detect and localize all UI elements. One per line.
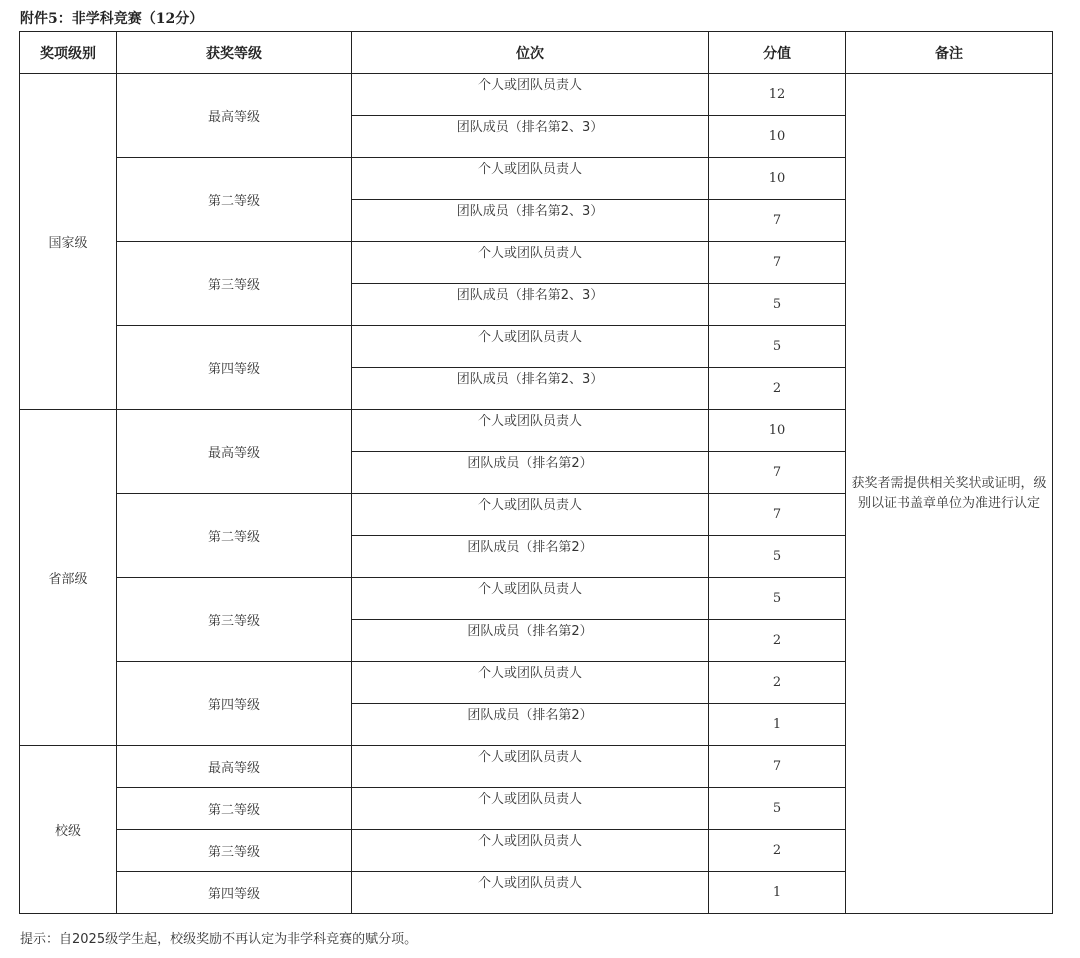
rank-cell: 个人或团队员责人 [352,788,709,830]
remarks-cell: 获奖者需提供相关奖状或证明，级别以证书盖章单位为准进行认定 [846,74,1053,914]
rank-cell: 个人或团队员责人 [352,410,709,452]
score-cell: 2 [709,830,846,872]
score-cell: 1 [709,704,846,746]
award-level-cell: 校级 [20,746,117,914]
rank-cell: 个人或团队员责人 [352,158,709,200]
header-score: 分值 [709,32,846,74]
footnote-tip: 提示：自2025级学生起，校级奖励不再认定为非学科竞赛的赋分项。 [20,932,418,947]
score-cell: 12 [709,74,846,116]
award-grade-cell: 最高等级 [117,746,352,788]
page-title: 附件5：非学科竞赛（12分） [20,11,204,27]
award-level-cell: 国家级 [20,74,117,410]
score-cell: 2 [709,620,846,662]
rank-cell: 个人或团队员责人 [352,746,709,788]
score-cell: 10 [709,116,846,158]
award-grade-cell: 第二等级 [117,788,352,830]
award-grade-cell: 第四等级 [117,326,352,410]
score-cell: 10 [709,158,846,200]
score-cell: 7 [709,200,846,242]
award-grade-cell: 最高等级 [117,410,352,494]
score-cell: 2 [709,368,846,410]
rank-cell: 个人或团队员责人 [352,242,709,284]
rank-cell: 个人或团队员责人 [352,74,709,116]
table-header-row [20,32,1053,74]
score-cell: 2 [709,662,846,704]
rank-cell: 团队成员（排名第2） [352,704,709,746]
rank-cell: 团队成员（排名第2、3） [352,116,709,158]
table-body [20,74,1053,914]
header-remarks: 备注 [846,32,1053,74]
score-cell: 7 [709,452,846,494]
table-row [20,74,1053,116]
header-award-level: 奖项级别 [20,32,117,74]
award-level-cell: 省部级 [20,410,117,746]
score-cell: 10 [709,410,846,452]
rank-cell: 个人或团队员责人 [352,578,709,620]
score-cell: 7 [709,494,846,536]
score-cell: 5 [709,578,846,620]
score-cell: 5 [709,536,846,578]
rank-cell: 个人或团队员责人 [352,830,709,872]
award-grade-cell: 最高等级 [117,74,352,158]
award-grade-cell: 第二等级 [117,494,352,578]
score-cell: 7 [709,242,846,284]
award-grade-cell: 第四等级 [117,662,352,746]
award-grade-cell: 第三等级 [117,578,352,662]
score-cell: 1 [709,872,846,914]
scoring-table [19,31,1053,914]
rank-cell: 个人或团队员责人 [352,872,709,914]
score-cell: 5 [709,326,846,368]
award-grade-cell: 第三等级 [117,242,352,326]
rank-cell: 团队成员（排名第2） [352,536,709,578]
header-rank: 位次 [352,32,709,74]
header-award-grade: 获奖等级 [117,32,352,74]
score-cell: 5 [709,788,846,830]
award-grade-cell: 第二等级 [117,158,352,242]
rank-cell: 团队成员（排名第2、3） [352,368,709,410]
award-grade-cell: 第四等级 [117,872,352,914]
score-cell: 7 [709,746,846,788]
rank-cell: 团队成员（排名第2、3） [352,200,709,242]
rank-cell: 团队成员（排名第2） [352,620,709,662]
score-cell: 5 [709,284,846,326]
rank-cell: 团队成员（排名第2、3） [352,284,709,326]
rank-cell: 个人或团队员责人 [352,326,709,368]
rank-cell: 个人或团队员责人 [352,494,709,536]
rank-cell: 个人或团队员责人 [352,662,709,704]
award-grade-cell: 第三等级 [117,830,352,872]
rank-cell: 团队成员（排名第2） [352,452,709,494]
